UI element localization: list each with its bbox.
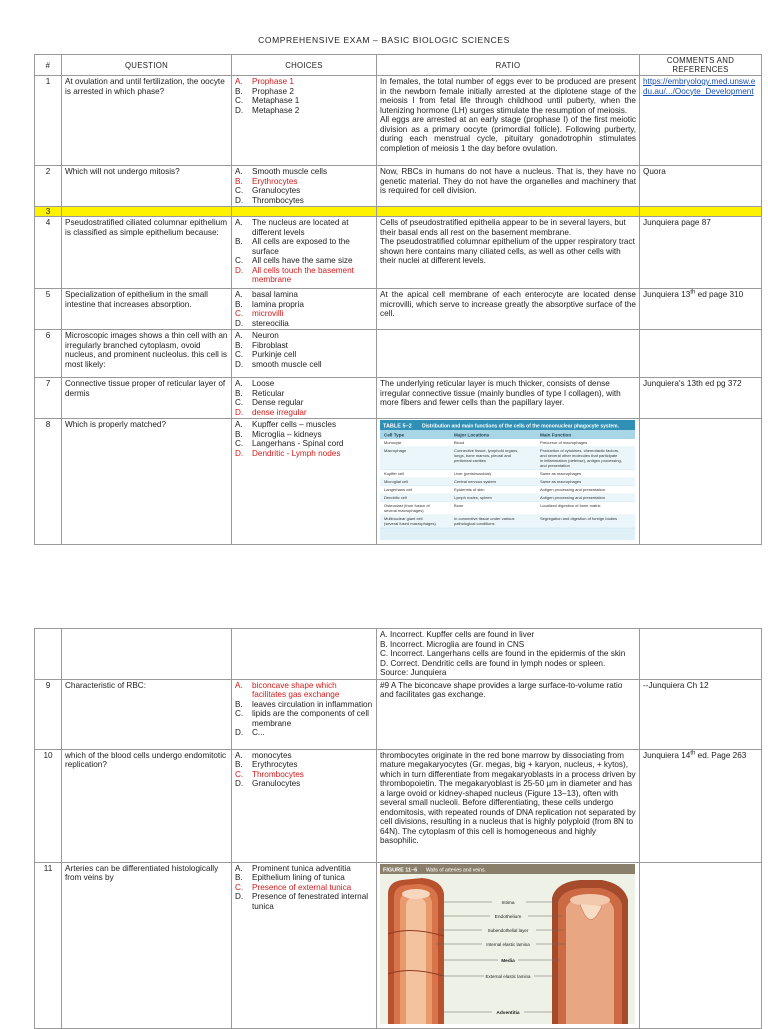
table-row bbox=[35, 217, 762, 289]
ratio-cell bbox=[377, 749, 640, 862]
choice-item: A. Kupffer cells – muscles bbox=[235, 420, 337, 430]
table-row bbox=[35, 76, 762, 166]
table-row bbox=[35, 862, 762, 1028]
figure-cell-text: in inflammation (defense), antigen processing, bbox=[540, 458, 622, 464]
figure-cell-text: several macrophages) bbox=[384, 508, 424, 514]
row-number: 2 bbox=[35, 166, 62, 207]
empty-cell bbox=[640, 207, 762, 217]
figure-cell-text: Dendritic cell bbox=[384, 495, 407, 501]
choices-cell bbox=[232, 217, 377, 289]
ratio-cell bbox=[377, 76, 640, 166]
figure-caption: Walls of arteries and veins. bbox=[426, 867, 486, 874]
highlighted-row bbox=[35, 207, 762, 217]
choice-item: D. Thrombocytes bbox=[235, 195, 304, 205]
figure-cell-text: Macrophage bbox=[384, 448, 407, 454]
ratio-line: A. Incorrect. Kupffer cells are found in liver bbox=[380, 630, 535, 639]
choice-item: D. All cells touch the basement membrane bbox=[235, 265, 354, 285]
choice-item: C. Metaphase 1 bbox=[235, 96, 300, 106]
choices-cell bbox=[232, 76, 377, 166]
figure-cell-text: Precursor of macrophages bbox=[540, 440, 588, 446]
ratio-line: D. Correct. Dendritic cells are found in lymph nodes or spleen. bbox=[380, 658, 606, 668]
ratio-paragraph: All eggs are arrested at an early stage (prophase I) of the first meiotic division as a primary oocyte (primordial follicle). Following purberty, during each menstrual cycle, pituitary gonadotrophin stimulates completion of meiosis 1 the day before ovulation. bbox=[380, 115, 636, 153]
figure-caption-number: TABLE 5–2 bbox=[383, 423, 412, 430]
figure-cell-text: (several fused macrophages) bbox=[384, 521, 436, 527]
figure-row-bg bbox=[380, 439, 635, 447]
reference-text: ed page 310 bbox=[695, 290, 744, 300]
choice-item: C. Granulocytes bbox=[235, 186, 301, 196]
row-number: 7 bbox=[35, 378, 62, 419]
figure-cell-text: Kupffer cell bbox=[384, 471, 404, 477]
row-number: 11 bbox=[35, 862, 62, 1028]
figure-rows bbox=[380, 439, 635, 528]
question-text: Which is properly matched? bbox=[62, 419, 232, 545]
figure-cell-text: Multinuclear giant cell bbox=[384, 516, 423, 522]
continuation-row bbox=[35, 629, 762, 680]
figure-cell-text: Langerhans cell bbox=[384, 487, 413, 493]
figure-header-bar bbox=[380, 430, 635, 439]
choice-item: C. Thrombocytes bbox=[235, 769, 304, 779]
choice-item: B. Prophase 2 bbox=[235, 86, 294, 96]
choice-item: B. Erythrocytes bbox=[235, 176, 298, 186]
figure-cell-text: Blood bbox=[454, 440, 465, 446]
empty-cell bbox=[377, 207, 640, 217]
choice-item: C. Langerhans - Spinal cord bbox=[235, 439, 344, 449]
choice-item: D. Granulocytes bbox=[235, 779, 301, 789]
row-number: 6 bbox=[35, 330, 62, 378]
reference-cell: Junquiera's 13th ed pg 372 bbox=[640, 378, 762, 419]
choice-item: A. basal lamina bbox=[235, 290, 298, 300]
figure-caption-bar bbox=[380, 864, 635, 874]
choice-item: C. microvilli bbox=[235, 309, 284, 319]
figure-col-header: Main Function bbox=[540, 432, 572, 438]
ratio-paragraph: In females, the total number of eggs ever to be produced are present in the newborn female initially arrested at the diplotene stage of the meiosis I from fetal life through childhood until puberty, when the lutenizing hormone (LH) surges stimulate the resumption of meiosis. bbox=[380, 77, 636, 115]
empty-cell bbox=[62, 207, 232, 217]
choices-cell bbox=[232, 749, 377, 862]
row-number: 1 bbox=[35, 76, 62, 166]
empty-cell bbox=[640, 330, 762, 378]
choice-item: C. Dense regular bbox=[235, 398, 304, 408]
table-row bbox=[35, 166, 762, 207]
choice-item: B. Reticular bbox=[235, 388, 285, 398]
ratio-line: B. Incorrect. Microglia are found in CNS bbox=[380, 639, 525, 649]
choice-item: A. Neuron bbox=[235, 331, 279, 341]
choice-item: B. Erythrocytes bbox=[235, 760, 298, 770]
question-text: Pseudostratified ciliated columnar epithelium is classified as simple epithelium because: bbox=[62, 217, 232, 289]
artery-vein-figure bbox=[380, 864, 635, 1024]
choice-item: A. Prominent tunica adventitia bbox=[235, 863, 351, 873]
exam-table-1 bbox=[34, 54, 762, 545]
figure-label: External elastic lamina bbox=[485, 973, 531, 979]
empty-cell bbox=[640, 862, 762, 1028]
question-text: Specialization of epithelium in the small intestine that increases absorption. bbox=[62, 289, 232, 330]
choice-item: C. Purkinje cell bbox=[235, 350, 297, 360]
question-text: Characteristic of RBC: bbox=[62, 679, 232, 749]
reference-cell: Quora bbox=[640, 166, 762, 207]
empty-cell bbox=[35, 629, 62, 680]
choices-cell bbox=[232, 289, 377, 330]
empty-cell bbox=[232, 629, 377, 680]
figure-cell-text: Localized digestion of bone matrix bbox=[540, 503, 601, 509]
figure-cell-text: Monocyte bbox=[384, 440, 402, 446]
figure-cell-text: Microglial cell bbox=[384, 479, 409, 485]
figure-cell-text: pathological conditions bbox=[454, 521, 495, 527]
figure-cell-text: Connective tissue, lymphoid organs, bbox=[454, 448, 519, 454]
choices-cell bbox=[232, 679, 377, 749]
figure-col-header: Major Locations bbox=[454, 432, 490, 438]
choice-item: C. lipids are the components of cell membrane bbox=[235, 709, 369, 728]
choice-item: D. Dendritic - Lymph nodes bbox=[235, 448, 341, 458]
figure-row-bg bbox=[380, 478, 635, 486]
choice-item: B. lamina propria bbox=[235, 299, 304, 309]
figure-cell-text: Production of cytokines, chemotactic factors, bbox=[540, 448, 620, 454]
header-ratio: RATIO bbox=[377, 55, 640, 76]
choice-item: D. dense irregular bbox=[235, 407, 307, 417]
figure-label: Adventitia bbox=[496, 1010, 520, 1016]
reference-link[interactable]: https://embryology.med.unsw.edu.au/.../Oocyte_Development bbox=[643, 77, 756, 96]
figure-label: Internal elastic lamina bbox=[486, 941, 530, 947]
question-text: Microscopic images shows a thin cell with an irregularly branched cytoplasm, ovoid nucleus, and prominent nucleolus. this cell is most likely: bbox=[62, 330, 232, 378]
table-row bbox=[35, 289, 762, 330]
empty-cell bbox=[640, 629, 762, 680]
ratio-cell bbox=[377, 217, 640, 289]
reference-text: Junquiera 13 bbox=[643, 290, 691, 300]
choice-item: D. C... bbox=[235, 728, 265, 738]
figure-cell bbox=[377, 862, 640, 1028]
figure-cell-text: Epidermis of skin bbox=[454, 487, 485, 493]
reference-cell bbox=[640, 749, 762, 862]
figure-cell-text: and several other molecules that participate bbox=[540, 453, 618, 459]
table-row bbox=[35, 679, 762, 749]
reference-sup: th bbox=[690, 749, 696, 756]
figure-cell-text: Bone bbox=[454, 503, 464, 509]
figure-cell-text: Same as macrophages bbox=[540, 471, 582, 477]
ratio-cell bbox=[377, 629, 640, 680]
ratio-paragraph: #9 A The biconcave shape provides a large surface-to-volume ratio and facilitates gas exchange. bbox=[380, 680, 623, 700]
figure-cell-text: Antigen processing and presentation bbox=[540, 487, 605, 493]
reference-cell bbox=[640, 76, 762, 166]
row-number: 4 bbox=[35, 217, 62, 289]
figure-cell-text: Same as macrophages bbox=[540, 479, 582, 485]
figure-cell-text: Osteoclast (from fusion of bbox=[384, 503, 430, 509]
header-num: # bbox=[35, 55, 62, 76]
figure-cell-text: Central nervous system bbox=[454, 479, 497, 485]
choice-item: D. Metaphase 2 bbox=[235, 105, 300, 115]
choice-item: D. smooth muscle cell bbox=[235, 359, 322, 369]
choices-cell bbox=[232, 166, 377, 207]
reference-text: Junquiera 14 bbox=[643, 750, 691, 760]
header-row bbox=[35, 55, 762, 76]
choice-item: D. stereocilia bbox=[235, 318, 289, 328]
empty-cell bbox=[232, 207, 377, 217]
ratio-paragraph: The underlying reticular layer is much thicker, consists of dense irregular connective tissue (mainly bundles of type I collagen), with more fibers and fewer cells than the papillary layer. bbox=[380, 379, 621, 408]
reference-sup: th bbox=[690, 289, 696, 296]
page-title: COMPREHENSIVE EXAM – BASIC BIOLOGIC SCIENCES bbox=[258, 35, 510, 45]
ratio-cell bbox=[377, 289, 640, 330]
choice-item: B. Fibroblast bbox=[235, 340, 288, 350]
choice-item: B. leaves circulation in inflammation bbox=[235, 699, 373, 709]
figure-cell-text: In connective tissue under various bbox=[454, 516, 515, 522]
choices-cell bbox=[232, 862, 377, 1028]
figure-cell-text: Lymph nodes, spleen bbox=[454, 495, 492, 501]
figure-caption-number: FIGURE 11–6 bbox=[383, 867, 418, 874]
figure-col-header: Cell Type bbox=[384, 432, 405, 438]
choice-item: B. Microglia – kidneys bbox=[235, 429, 322, 439]
row-number: 3 bbox=[35, 207, 62, 217]
question-text: which of the blood cells undergo endomitotic replication? bbox=[62, 749, 232, 862]
vein-illustration bbox=[552, 880, 628, 1024]
figure-cell-text: Antigen processing and presentation bbox=[540, 495, 605, 501]
ratio-cell bbox=[377, 679, 640, 749]
choice-item: B. Epithelium lining of tunica bbox=[235, 873, 345, 883]
table-row bbox=[35, 749, 762, 862]
choice-item: A. The nucleus are located at different levels bbox=[235, 218, 349, 237]
reference-cell bbox=[640, 289, 762, 330]
choices-cell bbox=[232, 378, 377, 419]
row-number: 10 bbox=[35, 749, 62, 862]
row-number: 8 bbox=[35, 419, 62, 545]
choice-item: A. Prophase 1 bbox=[235, 77, 294, 87]
table-row bbox=[35, 378, 762, 419]
ratio-cell bbox=[377, 166, 640, 207]
empty-cell bbox=[640, 419, 762, 545]
ratio-line: C. Incorrect. Langerhans cells are found in the epidermis of the skin bbox=[380, 649, 626, 659]
question-text: Which will not undergo mitosis? bbox=[62, 166, 232, 207]
figure-cell-text: Segregation and digestion of foreign bodies bbox=[540, 516, 618, 522]
choice-item: A. Loose bbox=[235, 379, 275, 389]
ratio-paragraph: At the apical cell membrane of each enterocyte are located dense microvilli, which serve to increase greatly the absorptive surface of the cell. bbox=[380, 290, 636, 319]
choice-item: D. Presence of fenestrated internal tunica bbox=[235, 892, 369, 911]
ratio-cell bbox=[377, 378, 640, 419]
figure-label: Intima bbox=[501, 900, 515, 906]
figure-row-bg bbox=[380, 470, 635, 478]
empty-cell bbox=[377, 330, 640, 378]
figure-label: Subendothelial layer bbox=[487, 927, 529, 933]
question-text: Arteries can be differentiated histologically from veins by bbox=[62, 862, 232, 1028]
choices-cell bbox=[232, 330, 377, 378]
header-question: QUESTION bbox=[62, 55, 232, 76]
exam-table-2 bbox=[34, 628, 762, 1029]
reference-text: ed. Page 263 bbox=[695, 750, 747, 760]
figure-cell bbox=[377, 419, 640, 545]
table-row bbox=[35, 330, 762, 378]
figure-caption: Distribution and main functions of the cells of the mononuclear phagocyte system. bbox=[422, 423, 619, 430]
choices-cell bbox=[232, 419, 377, 545]
figure-cell-text: and presentation bbox=[540, 463, 570, 469]
table-row bbox=[35, 419, 762, 545]
ratio-paragraph: Cells of pseudostratified epithelia appear to be in several layers, but their basal ends all rest on the basement membrane. bbox=[380, 218, 626, 237]
choice-item: C. Presence of external tunica bbox=[235, 882, 352, 892]
reference-cell: Junquiera page 87 bbox=[640, 217, 762, 289]
figure-label: Endothelium bbox=[494, 914, 522, 920]
choice-item: A. biconcave shape which facilitates gas exchange bbox=[235, 680, 340, 700]
ratio-paragraph: thrombocytes originate in the red bone marrow by dissociating from mature megakaryocytes (Gr. megas, big + karyon, nucleus, + kytos), which in turn differentiate from megakaryoblasts in a process driven by thrombopoietin. The megakaryoblast is 25-50 µm in diameter and has a large ovoid or kidney-shaped nucleus (Figure 13–13), often with several small nucleoli. Before differentiating, these cells undergo endomitosis, with repeated rounds of DNA replication not separated by cell divisions, resulting in a nucleus that is highly polyploid (from 8N to 64N). The cytoplasm of this cell is homogeneous and highly basophilic. bbox=[380, 750, 636, 846]
choice-item: A. Smooth muscle cells bbox=[235, 167, 328, 177]
choice-item: C. All cells have the same size bbox=[235, 256, 353, 266]
ratio-line: Source: Junquiera bbox=[380, 668, 447, 678]
figure-cell-text: lungs, bone marrow, pleural and bbox=[454, 453, 511, 459]
question-text: Connective tissue proper of reticular layer of dermis bbox=[62, 378, 232, 419]
header-choices: CHOICES bbox=[232, 55, 377, 76]
header-comments: COMMENTS AND REFERENCES bbox=[640, 55, 762, 76]
phagocyte-table-figure bbox=[380, 420, 635, 540]
figure-label: Media bbox=[501, 958, 515, 964]
ratio-paragraph: Now, RBCs in humans do not have a nucleus. That is, they have no genetic material. They do not have the organelles and machinery that is required for cell division. bbox=[380, 167, 636, 196]
ratio-paragraph: The pseudostratified columnar epithelium of the upper respiratory tract shown here contains many ciliated cells, as well as other cells with their nuclei at different levels. bbox=[380, 237, 635, 266]
reference-cell: --Junquiera Ch 12 bbox=[640, 679, 762, 749]
row-number: 5 bbox=[35, 289, 62, 330]
choice-item: A. monocytes bbox=[235, 750, 292, 760]
artery-illustration bbox=[388, 878, 444, 1024]
empty-cell bbox=[62, 629, 232, 680]
question-text: At ovulation and until fertilization, the oocyte is arrested in which phase? bbox=[62, 76, 232, 166]
row-number: 9 bbox=[35, 679, 62, 749]
figure-cell-text: peritoneal cavities bbox=[454, 458, 487, 464]
choice-item: B. All cells are exposed to the surface bbox=[235, 237, 350, 256]
figure-cell-text: Liver (perisinusoidal) bbox=[454, 471, 491, 477]
